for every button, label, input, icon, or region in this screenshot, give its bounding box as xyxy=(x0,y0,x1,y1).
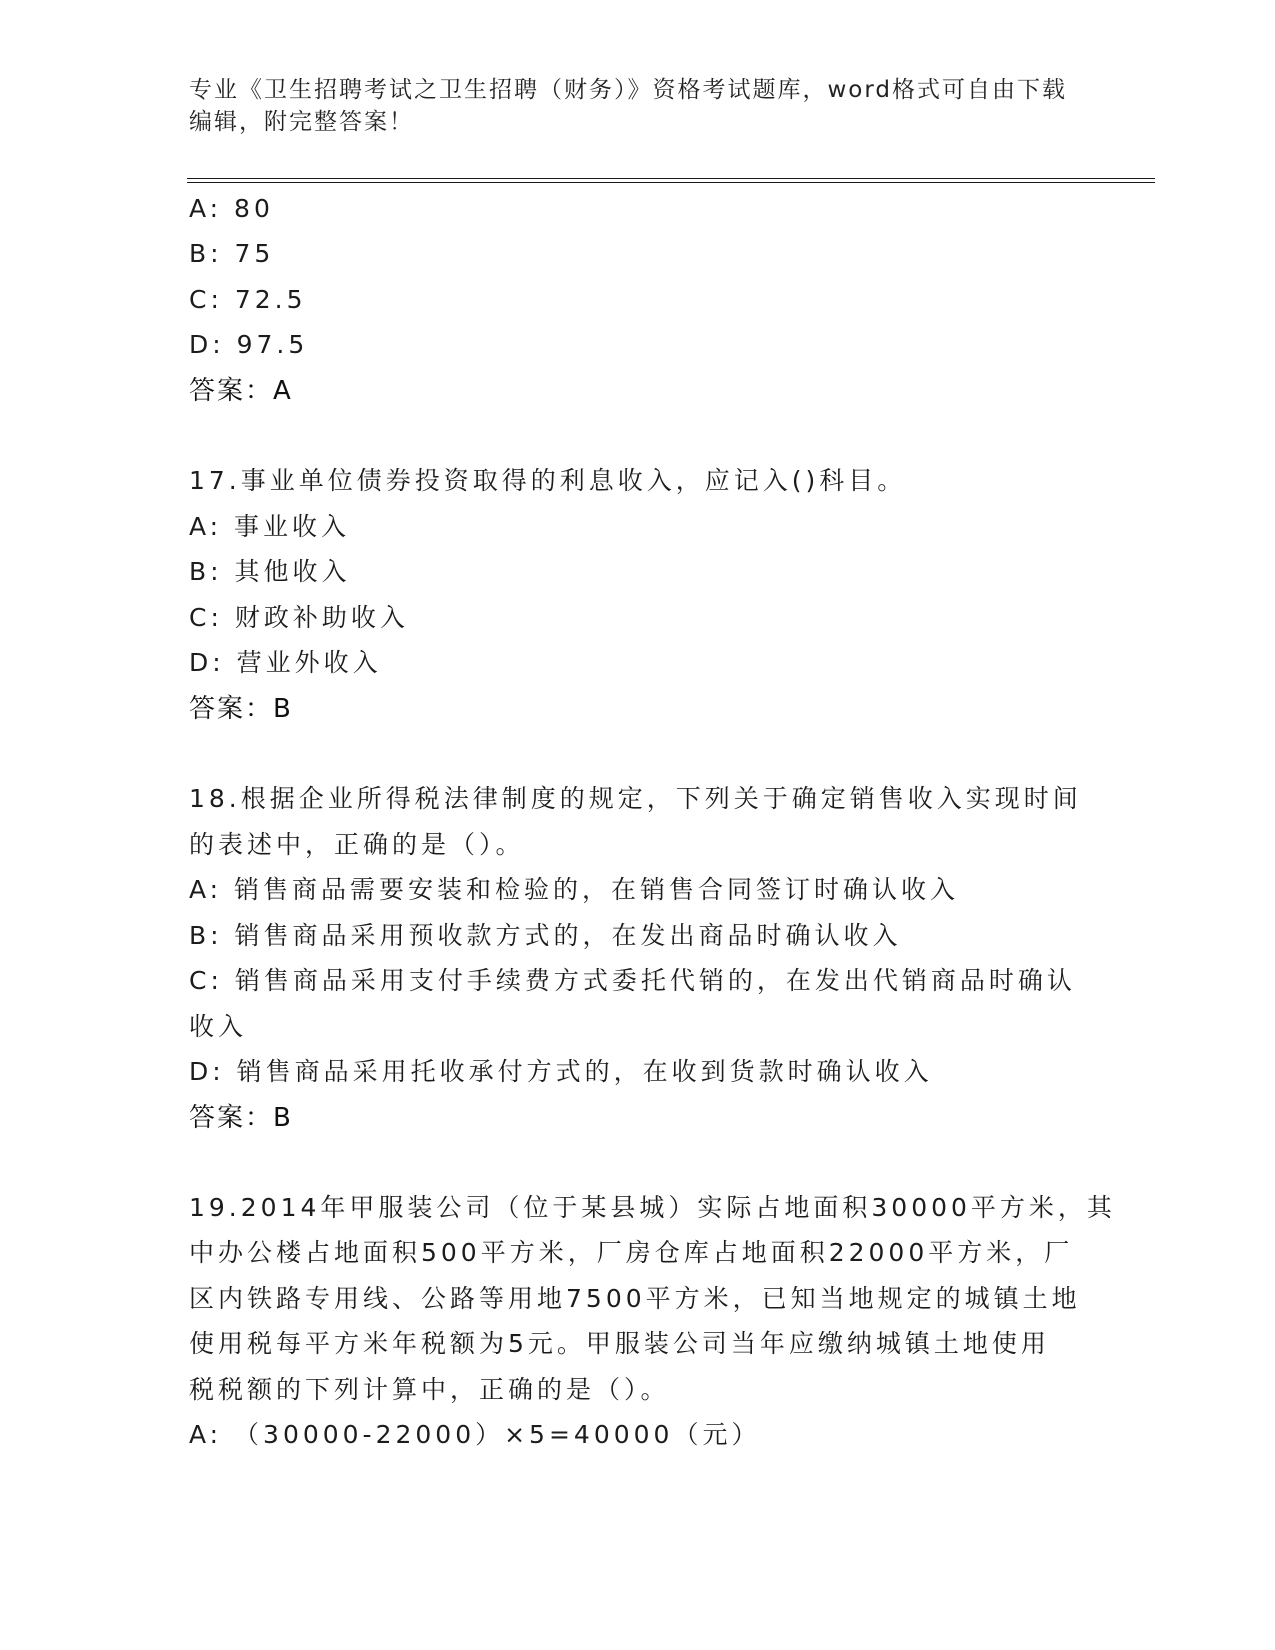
q18-option-b: B: 销售商品采用预收款方式的，在发出商品时确认收入 xyxy=(189,921,902,950)
q17-stem: 17.事业单位债券投资取得的利息收入，应记入()科目。 xyxy=(189,466,907,495)
q19-stem-line-5: 税税额的下列计算中，正确的是（）。 xyxy=(189,1375,670,1404)
q19-option-a: A: （30000-22000）×5=40000（元） xyxy=(189,1420,761,1449)
q16-option-c: C: 72.5 xyxy=(189,285,307,314)
q16-answer: 答案：A xyxy=(189,376,293,406)
q16-option-d: D: 97.5 xyxy=(189,330,309,359)
q17-option-d: D: 营业外收入 xyxy=(189,648,382,677)
q18-option-c: C: 销售商品采用支付手续费方式委托代销的，在发出代销商品时确认 xyxy=(189,966,1076,995)
q18-stem-line-1: 18.根据企业所得税法律制度的规定，下列关于确定销售收入实现时间 xyxy=(189,784,1082,813)
header-rule-bottom xyxy=(187,182,1155,183)
q18-stem-line-2: 的表述中，正确的是（）。 xyxy=(189,830,525,859)
q17-option-c: C: 财政补助收入 xyxy=(189,603,409,632)
header-rule-top xyxy=(187,178,1155,179)
header-line-2: 编辑，附完整答案！ xyxy=(189,109,414,135)
q19-stem-line-1: 19.2014年甲服装公司（位于某县城）实际占地面积30000平方米，其 xyxy=(189,1193,1116,1222)
q18-option-d: D: 销售商品采用托收承付方式的，在收到货款时确认收入 xyxy=(189,1057,933,1086)
document-header xyxy=(189,74,1069,138)
q18-option-c-continued: 收入 xyxy=(189,1012,248,1041)
q19-stem-line-4: 使用税每平方米年税额为5元。甲服装公司当年应缴纳城镇土地使用 xyxy=(189,1329,1050,1358)
q17-answer: 答案：B xyxy=(189,694,293,724)
q19-stem-line-3: 区内铁路专用线、公路等用地7500平方米，已知当地规定的城镇土地 xyxy=(189,1284,1081,1313)
q18-option-a: A: 销售商品需要安装和检验的，在销售合同签订时确认收入 xyxy=(189,875,960,904)
q16-option-a: A: 80 xyxy=(189,194,274,223)
q17-option-a: A: 事业收入 xyxy=(189,512,351,541)
q18-answer: 答案：B xyxy=(189,1103,293,1133)
header-line-1: 专业《卫生招聘考试之卫生招聘（财务）》资格考试题库，word格式可自由下载 xyxy=(189,77,1068,103)
q17-option-b: B: 其他收入 xyxy=(189,557,351,586)
q16-option-b: B: 75 xyxy=(189,239,275,268)
q19-stem-line-2: 中办公楼占地面积500平方米，厂房仓库占地面积22000平方米，厂 xyxy=(189,1238,1074,1267)
